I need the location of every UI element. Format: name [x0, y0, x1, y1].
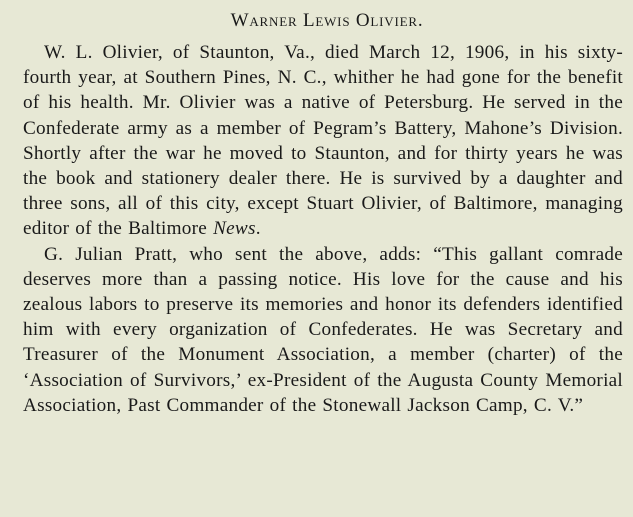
article-paragraph-2: G. Julian Pratt, who sent the above, adds: “This gallant comrade deserves more than a passing notice. His love for the cause and his zealous labors to preserve its memories and honor its defenders identified him with every organization of Confederates. He was Secretary and Treasurer of the Monument Association, a member (charter) of the ‘Association of Survivors,’ ex-President of the Augusta County Memorial Association, Past Commander of the Stonewall Jackson Camp, C. V.” — [23, 243, 623, 416]
article-paragraph-1 — [23, 40, 623, 242]
paragraph-1-text: W. L. Olivier, of Staunton, Va., died March 12, 1906, in his sixty-fourth year, at Southern Pines, N. C., whither he had gone for the benefit of his health. Mr. Olivier was a native of Petersburg. He served in the Confederate army as a member of Pegram’s Battery, Mahone’s Division. Shortly after the war he moved to Staunton, and for thirty years he was the book and stationery dealer there. He is survived by a daughter and three sons, all of this city, except Stuart Olivier, of Baltimore, managing editor of the Baltimore — [23, 42, 623, 240]
article-title: Warner Lewis Olivier. — [230, 10, 424, 31]
newspaper-name: News — [213, 218, 256, 240]
paragraph-1-end: . — [255, 218, 261, 240]
